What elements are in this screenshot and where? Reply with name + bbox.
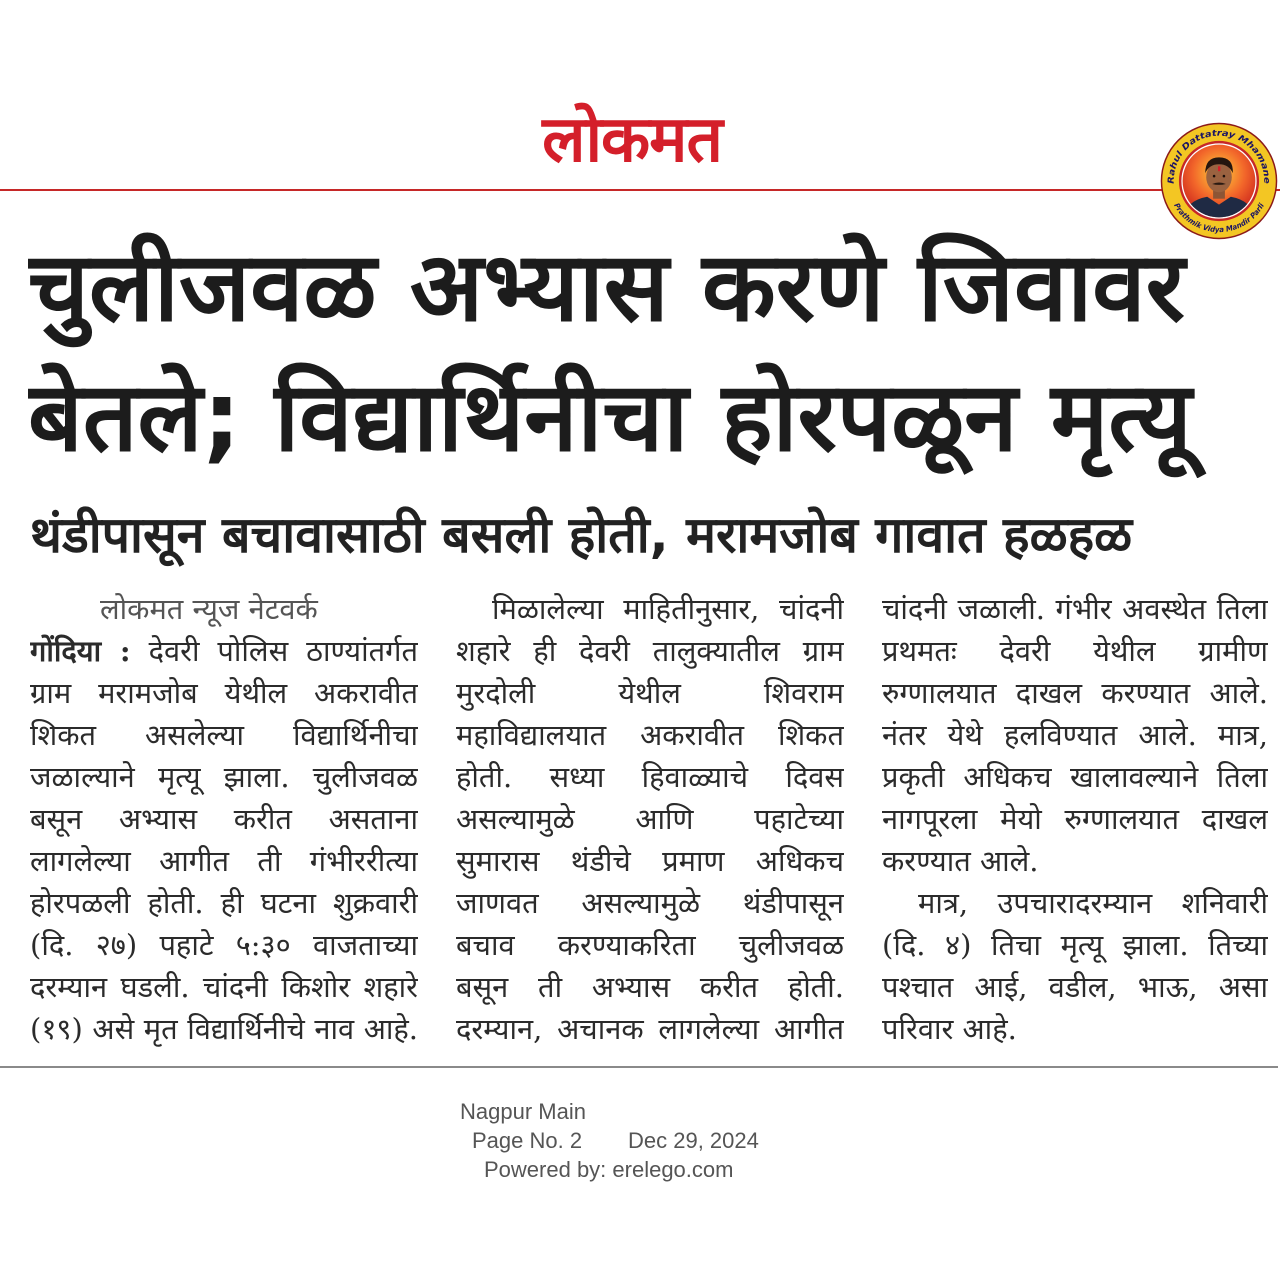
article-line: लागलेल्या आगीत ती गंभीररीत्या bbox=[30, 844, 418, 878]
article-line: दरम्यान घडली. चांदनी किशोर शहारे bbox=[30, 970, 418, 1004]
article-line: नंतर येथे हलविण्यात आले. मात्र, bbox=[882, 718, 1268, 752]
dateline: गोंदिया : bbox=[30, 634, 131, 668]
article-line: शिकत असलेल्या विद्यार्थिनीचा bbox=[30, 718, 418, 752]
article-line: मात्र, उपचारादरम्यान शनिवारी bbox=[918, 886, 1268, 920]
byline: लोकमत न्यूज नेटवर्क bbox=[100, 592, 318, 626]
article-line bbox=[30, 630, 418, 672]
article-column-3 bbox=[882, 588, 1268, 1050]
article-line-text: देवरी पोलिस ठाण्यांतर्गत bbox=[148, 634, 418, 668]
article-line: चांदनी जळाली. गंभीर अवस्थेत तिला bbox=[882, 592, 1268, 626]
article-line: (दि. २७) पहाटे ५:३० वाजताच्या bbox=[30, 928, 418, 962]
publication-date: Dec 29, 2024 bbox=[628, 1128, 759, 1153]
article-line: (१९) असे मृत विद्यार्थिनीचे नाव आहे. bbox=[30, 1012, 418, 1046]
article-line: होती. सध्या हिवाळ्याचे दिवस bbox=[456, 760, 844, 794]
article-line: प्रकृती अधिकच खालावल्याने तिला bbox=[882, 760, 1268, 794]
headline-line-2: बेतले; विद्यार्थिनीचा होरपळून मृत्यू bbox=[28, 361, 1192, 473]
article-line: असल्यामुळे आणि पहाटेच्या bbox=[456, 802, 844, 836]
powered-by: Powered by: erelego.com bbox=[484, 1157, 734, 1182]
article-line: प्रथमतः देवरी येथील ग्रामीण bbox=[882, 634, 1268, 668]
footer-rule bbox=[0, 1066, 1278, 1068]
masthead-rule bbox=[0, 189, 1280, 191]
article-line: होरपळली होती. ही घटना शुक्रवारी bbox=[30, 886, 418, 920]
badge-top-text: Rahul Dattatray Mhamane bbox=[1165, 127, 1273, 184]
article-line: दरम्यान, अचानक लागलेल्या आगीत bbox=[456, 1012, 844, 1046]
article-line: जळाल्याने मृत्यू झाला. चुलीजवळ bbox=[30, 760, 418, 794]
article-column-1 bbox=[30, 588, 418, 1050]
article-line: बसून अभ्यास करीत असताना bbox=[30, 802, 418, 836]
badge-bottom-text: Prathmik Vidya Mandir Parli bbox=[1172, 201, 1266, 235]
article-line: पश्चात आई, वडील, भाऊ, असा bbox=[882, 970, 1268, 1004]
article-line: ग्राम मरामजोब येथील अकरावीत bbox=[30, 676, 418, 710]
article-line: करण्यात आले. bbox=[882, 844, 1039, 878]
article-line: नागपूरला मेयो रुग्णालयात दाखल bbox=[882, 802, 1268, 836]
article-line: मुरदोली येथील शिवराम bbox=[456, 676, 844, 710]
subheadline: थंडीपासून बचावासाठी बसली होती, मरामजोब गावात हळहळ bbox=[30, 506, 1133, 564]
edition-name: Nagpur Main bbox=[460, 1099, 586, 1124]
article-line: रुग्णालयात दाखल करण्यात आले. bbox=[882, 676, 1268, 710]
article-column-2 bbox=[456, 588, 844, 1050]
headline-line-1: चुलीजवळ अभ्यास करणे जिवावर bbox=[28, 231, 1185, 343]
page-number: Page No. 2 bbox=[472, 1128, 583, 1153]
profile-badge bbox=[1160, 122, 1278, 240]
article-line: जाणवत असल्यामुळे थंडीपासून bbox=[456, 886, 844, 920]
article-line: सुमारास थंडीचे प्रमाण अधिकच bbox=[456, 844, 844, 878]
masthead-logo: लोकमत bbox=[542, 103, 722, 177]
article-line: महाविद्यालयात अकरावीत शिकत bbox=[456, 718, 844, 752]
article-line: बसून ती अभ्यास करीत होती. bbox=[456, 970, 844, 1004]
article-line: (दि. ४) तिचा मृत्यू झाला. तिच्या bbox=[882, 928, 1268, 962]
article-line: परिवार आहे. bbox=[882, 1012, 1017, 1046]
article-line: शहारे ही देवरी तालुक्यातील ग्राम bbox=[456, 634, 844, 668]
article-line: मिळालेल्या माहितीनुसार, चांदनी bbox=[492, 592, 844, 626]
article-line: बचाव करण्याकरिता चुलीजवळ bbox=[456, 928, 844, 962]
